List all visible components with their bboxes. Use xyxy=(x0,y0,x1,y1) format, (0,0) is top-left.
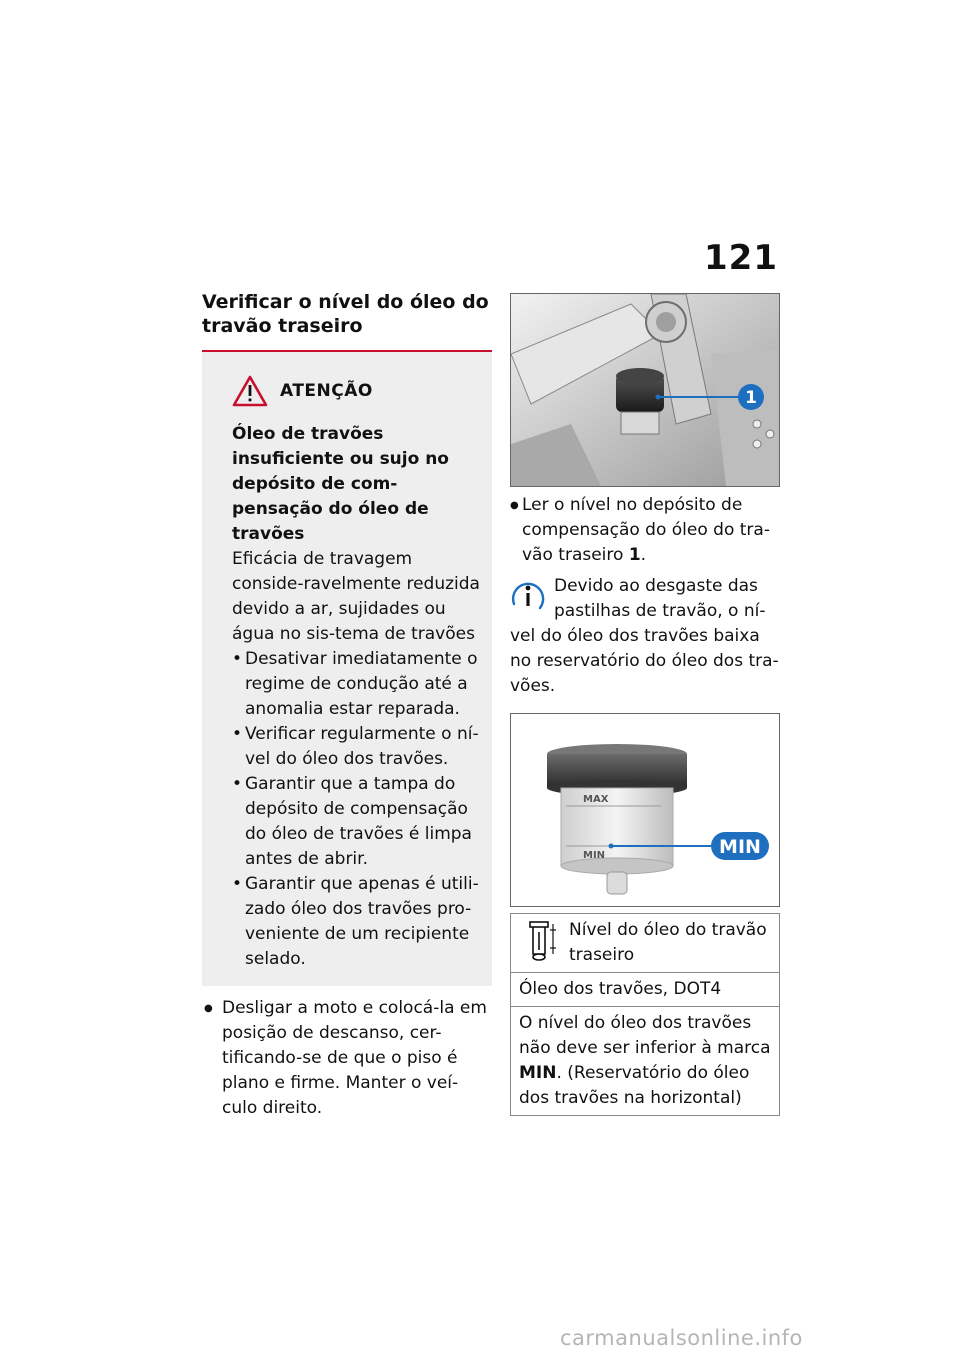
list-item xyxy=(510,493,780,568)
left-column xyxy=(202,290,492,1121)
spec-title: Nível do óleo do travão traseiro xyxy=(569,920,767,965)
reservoir-level-photo xyxy=(510,713,780,907)
step-end: . xyxy=(640,545,647,565)
photo-callout-1: 1 xyxy=(745,388,757,408)
info-note-text: Devido ao desgaste das pastilhas de travão, o ní-vel do óleo dos travões baixa no reservatório do óleo dos tra-vões. xyxy=(510,576,779,696)
fluid-level-icon xyxy=(527,920,557,964)
warning-title: Óleo de travões insuficiente ou sujo no depósito de com-pensação do óleo de travões xyxy=(232,424,449,544)
spec-table xyxy=(510,913,780,1116)
info-note xyxy=(510,574,780,699)
spec-fluid: Óleo dos travões, DOT4 xyxy=(511,973,780,1007)
watermark: carmanualsonline.info xyxy=(560,1326,803,1350)
min-callout: MIN xyxy=(719,836,761,858)
warning-list xyxy=(232,647,482,972)
list-item: ● Desligar a moto e colocá-la em posição de descanso, cer-tificando-se de que o piso é plano e firme. Manter o veí-culo direito. xyxy=(202,996,492,1121)
info-icon xyxy=(510,578,546,614)
list-item: • Garantir que a tampa do depósito de compensação do óleo de travões é limpa antes de abrir. xyxy=(232,772,482,872)
page-number: 121 xyxy=(704,238,778,278)
min-mark-label: MIN xyxy=(583,850,606,861)
right-column xyxy=(510,293,780,1116)
list-item: • Desativar imediatamente o regime de condução até a anomalia estar reparada. xyxy=(232,647,482,722)
list-item: • Garantir que apenas é utili-zado óleo dos travões pro-veniente de um recipiente selado. xyxy=(232,872,482,972)
spec-requirement: O nível do óleo dos travões não deve ser inferior à marca MIN. (Reservatório do óleo dos travões na horizontal) xyxy=(511,1007,780,1116)
right-steps xyxy=(510,493,780,568)
warning-triangle-icon xyxy=(232,374,268,408)
warning-label: ATENÇÃO xyxy=(280,381,373,401)
step-reference: 1 xyxy=(628,545,641,565)
left-steps xyxy=(202,996,492,1121)
table-row xyxy=(511,973,780,1007)
section-title: Verificar o nível do óleo do travão traseiro xyxy=(202,290,492,352)
max-mark-label: MAX xyxy=(583,794,609,805)
warning-box xyxy=(202,352,492,986)
reservoir-level-illustration xyxy=(511,714,779,906)
brake-reservoir-photo xyxy=(510,293,780,487)
list-item: • Verificar regularmente o ní-vel do óleo dos travões. xyxy=(232,722,482,772)
step-text: Ler o nível no depósito de compensação do óleo do tra-vão traseiro xyxy=(522,495,770,565)
warning-text: Eficácia de travagem conside-ravelmente reduzida devido a ar, sujidades ou água no sis-tema de travões xyxy=(232,549,480,644)
min-mark: MIN xyxy=(519,1063,557,1083)
warning-header xyxy=(232,374,482,408)
table-row xyxy=(511,914,780,973)
table-row xyxy=(511,1007,780,1116)
brake-reservoir-illustration xyxy=(511,294,779,486)
